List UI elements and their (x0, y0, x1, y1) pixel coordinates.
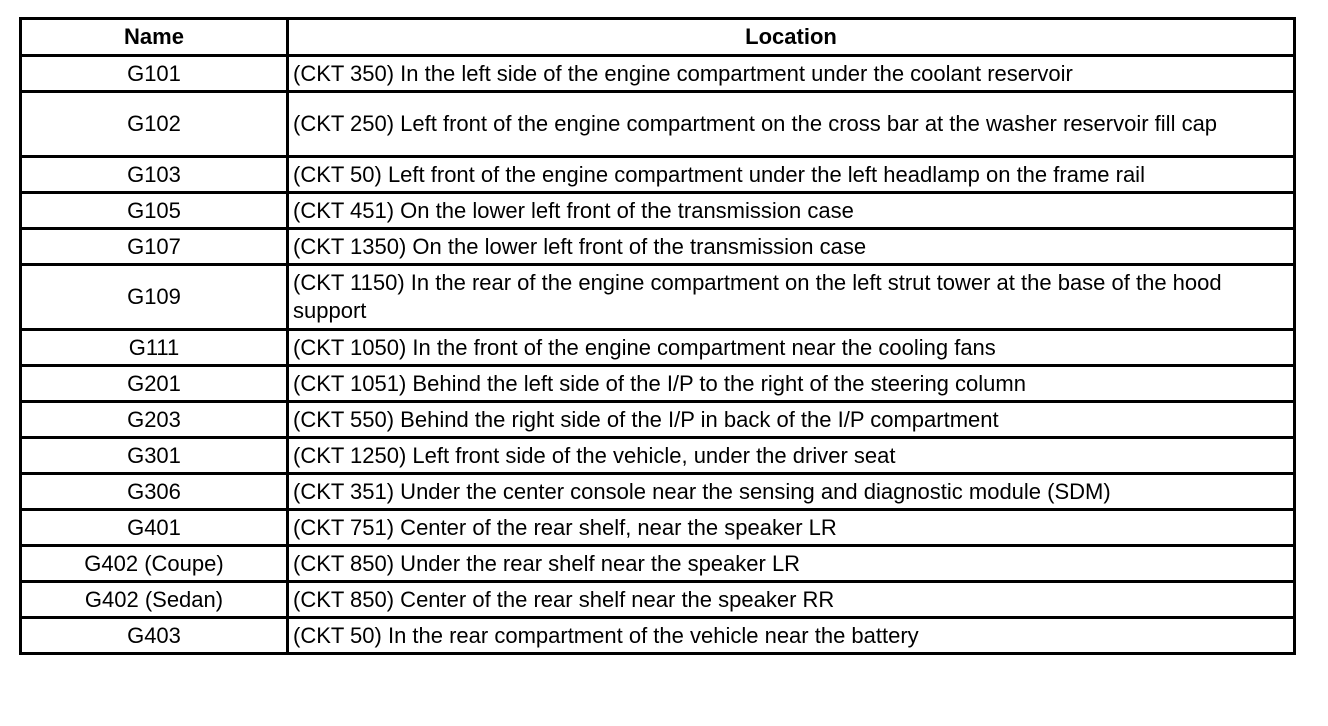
ground-location-cell: (CKT 1050) In the front of the engine compartment near the cooling fans (288, 330, 1295, 366)
ground-locations-table-container (19, 17, 1293, 655)
ground-location-cell: (CKT 250) Left front of the engine compartment on the cross bar at the washer reservoir fill cap (288, 92, 1295, 157)
ground-name-cell: G107 (21, 229, 288, 265)
ground-name-cell: G111 (21, 330, 288, 366)
ground-name-cell: G101 (21, 56, 288, 92)
table-row (21, 618, 1295, 654)
ground-locations-table (19, 17, 1296, 655)
column-header-name: Name (21, 19, 288, 56)
ground-name-cell: G301 (21, 438, 288, 474)
table-row (21, 193, 1295, 229)
ground-location-cell: (CKT 50) Left front of the engine compartment under the left headlamp on the frame rail (288, 157, 1295, 193)
table-row (21, 157, 1295, 193)
table-row (21, 366, 1295, 402)
ground-name-cell: G402 (Sedan) (21, 582, 288, 618)
table-row (21, 56, 1295, 92)
table-row (21, 265, 1295, 330)
ground-location-cell: (CKT 850) Under the rear shelf near the speaker LR (288, 546, 1295, 582)
table-row (21, 402, 1295, 438)
ground-location-cell: (CKT 1150) In the rear of the engine compartment on the left strut tower at the base of the hood support (288, 265, 1295, 330)
ground-location-cell: (CKT 1051) Behind the left side of the I/P to the right of the steering column (288, 366, 1295, 402)
ground-name-cell: G403 (21, 618, 288, 654)
ground-location-cell: (CKT 350) In the left side of the engine compartment under the coolant reservoir (288, 56, 1295, 92)
ground-name-cell: G103 (21, 157, 288, 193)
column-header-location: Location (288, 19, 1295, 56)
table-row (21, 474, 1295, 510)
table-body (21, 56, 1295, 654)
ground-name-cell: G109 (21, 265, 288, 330)
ground-location-cell: (CKT 50) In the rear compartment of the vehicle near the battery (288, 618, 1295, 654)
ground-location-cell: (CKT 1350) On the lower left front of the transmission case (288, 229, 1295, 265)
ground-location-cell: (CKT 451) On the lower left front of the transmission case (288, 193, 1295, 229)
table-row (21, 582, 1295, 618)
table-row (21, 92, 1295, 157)
ground-name-cell: G402 (Coupe) (21, 546, 288, 582)
ground-location-cell: (CKT 850) Center of the rear shelf near the speaker RR (288, 582, 1295, 618)
table-row (21, 510, 1295, 546)
table-header-row (21, 19, 1295, 56)
ground-name-cell: G401 (21, 510, 288, 546)
ground-location-cell: (CKT 351) Under the center console near the sensing and diagnostic module (SDM) (288, 474, 1295, 510)
table-row (21, 438, 1295, 474)
ground-name-cell: G102 (21, 92, 288, 157)
table-row (21, 330, 1295, 366)
table-row (21, 229, 1295, 265)
ground-name-cell: G306 (21, 474, 288, 510)
table-row (21, 546, 1295, 582)
ground-location-cell: (CKT 550) Behind the right side of the I/P in back of the I/P compartment (288, 402, 1295, 438)
ground-name-cell: G105 (21, 193, 288, 229)
ground-location-cell: (CKT 1250) Left front side of the vehicle, under the driver seat (288, 438, 1295, 474)
ground-location-cell: (CKT 751) Center of the rear shelf, near the speaker LR (288, 510, 1295, 546)
ground-name-cell: G201 (21, 366, 288, 402)
ground-name-cell: G203 (21, 402, 288, 438)
